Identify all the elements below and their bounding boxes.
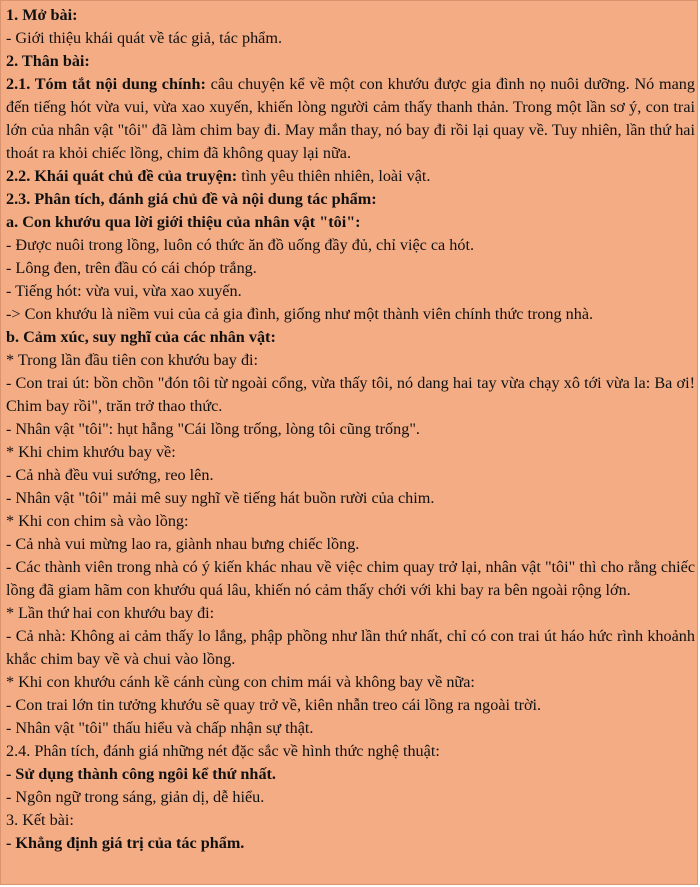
summary-lead: 2.1. Tóm tắt nội dung chính: <box>6 75 206 93</box>
list-item: - Cả nhà: Không ai cảm thấy lo lắng, phập phồng như lần thứ nhất, chỉ có con trai út háo hức rình khoảnh khắc chim bay về và chui vào lồng. <box>6 627 695 668</box>
list-item: - Nhân vật "tôi" thấu hiểu và chấp nhận sự thật. <box>6 719 314 737</box>
list-item: - Được nuôi trong lồng, luôn có thức ăn đồ uống đầy đủ, chỉ việc ca hót. <box>6 236 475 254</box>
list-item: 2.4. Phân tích, đánh giá những nét đặc sắc về hình thức nghệ thuật: <box>6 742 440 760</box>
heading-than-bai: 2. Thân bài: <box>6 52 90 70</box>
list-item: - Các thành viên trong nhà có ý kiến khác nhau về việc chim quay trở lại, nhân vật "tôi" thì cho rằng chiếc lồng đã giam hãm con khướu quá lâu, khiến nó cảm thấy chới với khi bay ra bên ngoài rộng lớn. <box>6 558 695 599</box>
list-item: - Con trai lớn tin tưởng khướu sẽ quay trở về, kiên nhẫn treo cái lồng ra ngoài trời. <box>6 696 542 714</box>
list-item: * Lần thứ hai con khướu bay đi: <box>6 604 215 622</box>
heading-section-a: a. Con khướu qua lời giới thiệu của nhân vật "tôi": <box>6 213 361 231</box>
heading-analysis: 2.3. Phân tích, đánh giá chủ đề và nội dung tác phẩm: <box>6 190 377 208</box>
list-item: - Nhân vật "tôi" mải mê suy nghĩ về tiếng hát buồn rười của chim. <box>6 489 435 507</box>
list-item: * Trong lần đầu tiên con khướu bay đi: <box>6 351 259 369</box>
list-item: * Khi chim khướu bay về: <box>6 443 176 461</box>
mo-bai-item: - Giới thiệu khái quát về tác giả, tác phẩm. <box>6 29 283 47</box>
list-item: - Ngôn ngữ trong sáng, giản dị, dễ hiểu. <box>6 788 265 806</box>
list-item: * Khi con chim sà vào lồng: <box>6 512 189 530</box>
list-item: - Tiếng hót: vừa vui, vừa xao xuyến. <box>6 282 242 300</box>
list-item: -> Con khướu là niềm vui của cả gia đình, giống như một thành viên chính thức trong nhà. <box>6 305 594 323</box>
theme-paragraph <box>6 165 695 188</box>
heading-ket-bai: - Khẳng định giá trị của tác phẩm. <box>6 834 245 852</box>
list-item: - Lông đen, trên đầu có cái chóp trắng. <box>6 259 257 277</box>
theme-text: tình yêu thiên nhiên, loài vật. <box>237 167 431 185</box>
list-item: - Cả nhà vui mừng lao ra, giành nhau bưng chiếc lồng. <box>6 535 360 553</box>
summary-text: câu chuyện kể về một con khướu được gia đình nọ nuôi dưỡng. Nó mang đến tiếng hót vừa vui, vừa xao xuyến, khiến lòng người cảm thấy thanh thản. Trong một lần sơ ý, con trai lớn của nhân vật "tôi" đã làm chim bay đi. May mắn thay, nó bay đi rồi lại quay về. Tuy nhiên, lần thứ hai thoát ra khỏi chiếc lồng, chim đã không quay lại nữa. <box>6 75 695 162</box>
theme-lead: 2.2. Khái quát chủ đề của truyện: <box>6 167 238 185</box>
heading-section-b: b. Cảm xúc, suy nghĩ của các nhân vật: <box>6 328 276 346</box>
heading-art-analysis: - Sử dụng thành công ngôi kể thứ nhất. <box>6 765 276 783</box>
summary-paragraph <box>6 73 695 165</box>
list-item: - Nhân vật "tôi": hụt hẫng "Cái lồng trống, lòng tôi cũng trống". <box>6 420 420 438</box>
list-item: * Khi con khướu cánh kề cánh cùng con chim mái và không bay về nữa: <box>6 673 475 691</box>
list-item: - Con trai út: bồn chồn "đón tôi từ ngoài cổng, vừa thấy tôi, nó dang hai tay vừa chạy xô tới vừa la: Ba ơi! Chim bay rồi", trăn trở thao thức. <box>6 374 695 415</box>
list-item: - Cả nhà đều vui sướng, reo lên. <box>6 466 214 484</box>
heading-mo-bai: 1. Mở bài: <box>6 6 78 24</box>
list-item: 3. Kết bài: <box>6 811 74 829</box>
